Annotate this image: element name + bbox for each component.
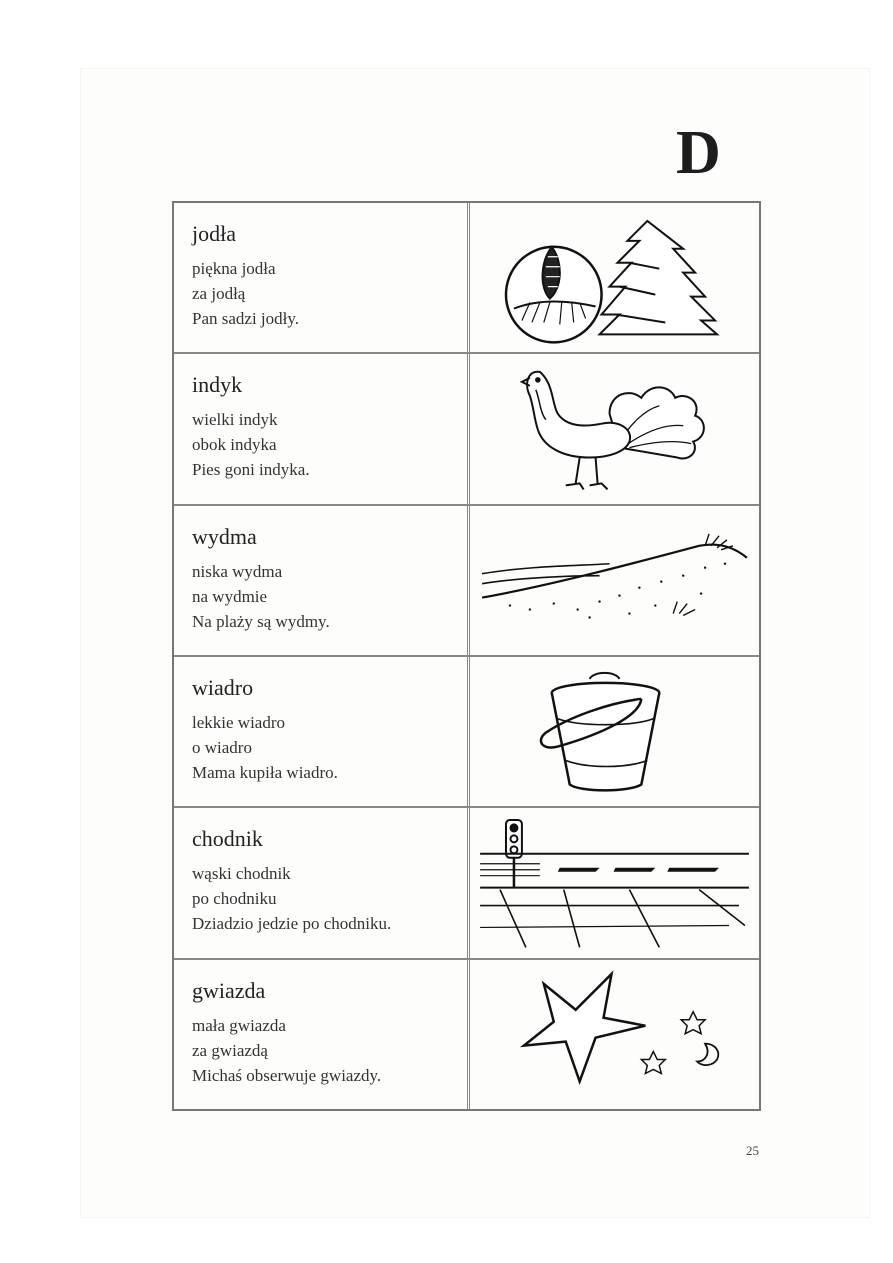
table-row: [174, 506, 759, 657]
picture-cell: [470, 354, 759, 503]
example-line: za jodłą: [192, 284, 246, 303]
example-line: obok indyka: [192, 435, 277, 455]
example-line: piękna jodła: [192, 259, 276, 278]
example-line: na wydmie: [192, 586, 268, 606]
word-title: wydma: [192, 523, 257, 549]
picture-cell: [470, 657, 759, 806]
example-line: wąski chodnik: [192, 864, 291, 884]
section-letter: D: [676, 119, 722, 187]
example-line: Dziadzio jedzie po chodniku.: [192, 914, 392, 934]
page-number: 25: [746, 1143, 759, 1158]
word-title: chodnik: [192, 826, 263, 852]
example-line: niska wydma: [192, 561, 283, 581]
word-cell: [174, 354, 470, 503]
vocabulary-table: [172, 201, 761, 1111]
table-row: [174, 354, 759, 505]
fir-tree-icon: [470, 203, 759, 352]
example-line: lekkie wiadro: [192, 712, 285, 732]
sidewalk-icon: [470, 808, 759, 957]
dune-icon: [470, 506, 759, 655]
table-row: [174, 657, 759, 808]
word-title: gwiazda: [192, 977, 266, 1003]
word-cell: [174, 808, 470, 957]
word-cell: [174, 203, 470, 352]
picture-cell: [470, 203, 759, 352]
example-line: Pan sadzi jodły.: [192, 309, 300, 328]
word-cell: [174, 657, 470, 806]
star-icon: [470, 960, 759, 1109]
example-line: Na plaży są wydmy.: [192, 611, 330, 631]
word-cell: [174, 960, 470, 1109]
table-row: [174, 808, 759, 959]
word-title: indyk: [192, 372, 243, 398]
example-line: Mama kupiła wiadro.: [192, 762, 338, 782]
picture-cell: [470, 808, 759, 957]
example-line: po chodniku: [192, 889, 277, 909]
example-line: za gwiazdą: [192, 1040, 268, 1060]
example-line: Pies goni indyka.: [192, 460, 310, 480]
turkey-icon: [470, 354, 759, 503]
picture-cell: [470, 506, 759, 655]
example-line: wielki indyk: [192, 410, 278, 430]
word-title: jodła: [192, 221, 236, 246]
word-cell: [174, 506, 470, 655]
table-row: [174, 960, 759, 1109]
word-title: wiadro: [192, 674, 254, 700]
example-line: mała gwiazda: [192, 1015, 286, 1035]
example-line: o wiadro: [192, 737, 252, 757]
bucket-icon: [470, 657, 759, 806]
table-row: [174, 203, 759, 354]
picture-cell: [470, 960, 759, 1109]
example-line: Michaś obserwuje gwiazdy.: [192, 1065, 382, 1085]
